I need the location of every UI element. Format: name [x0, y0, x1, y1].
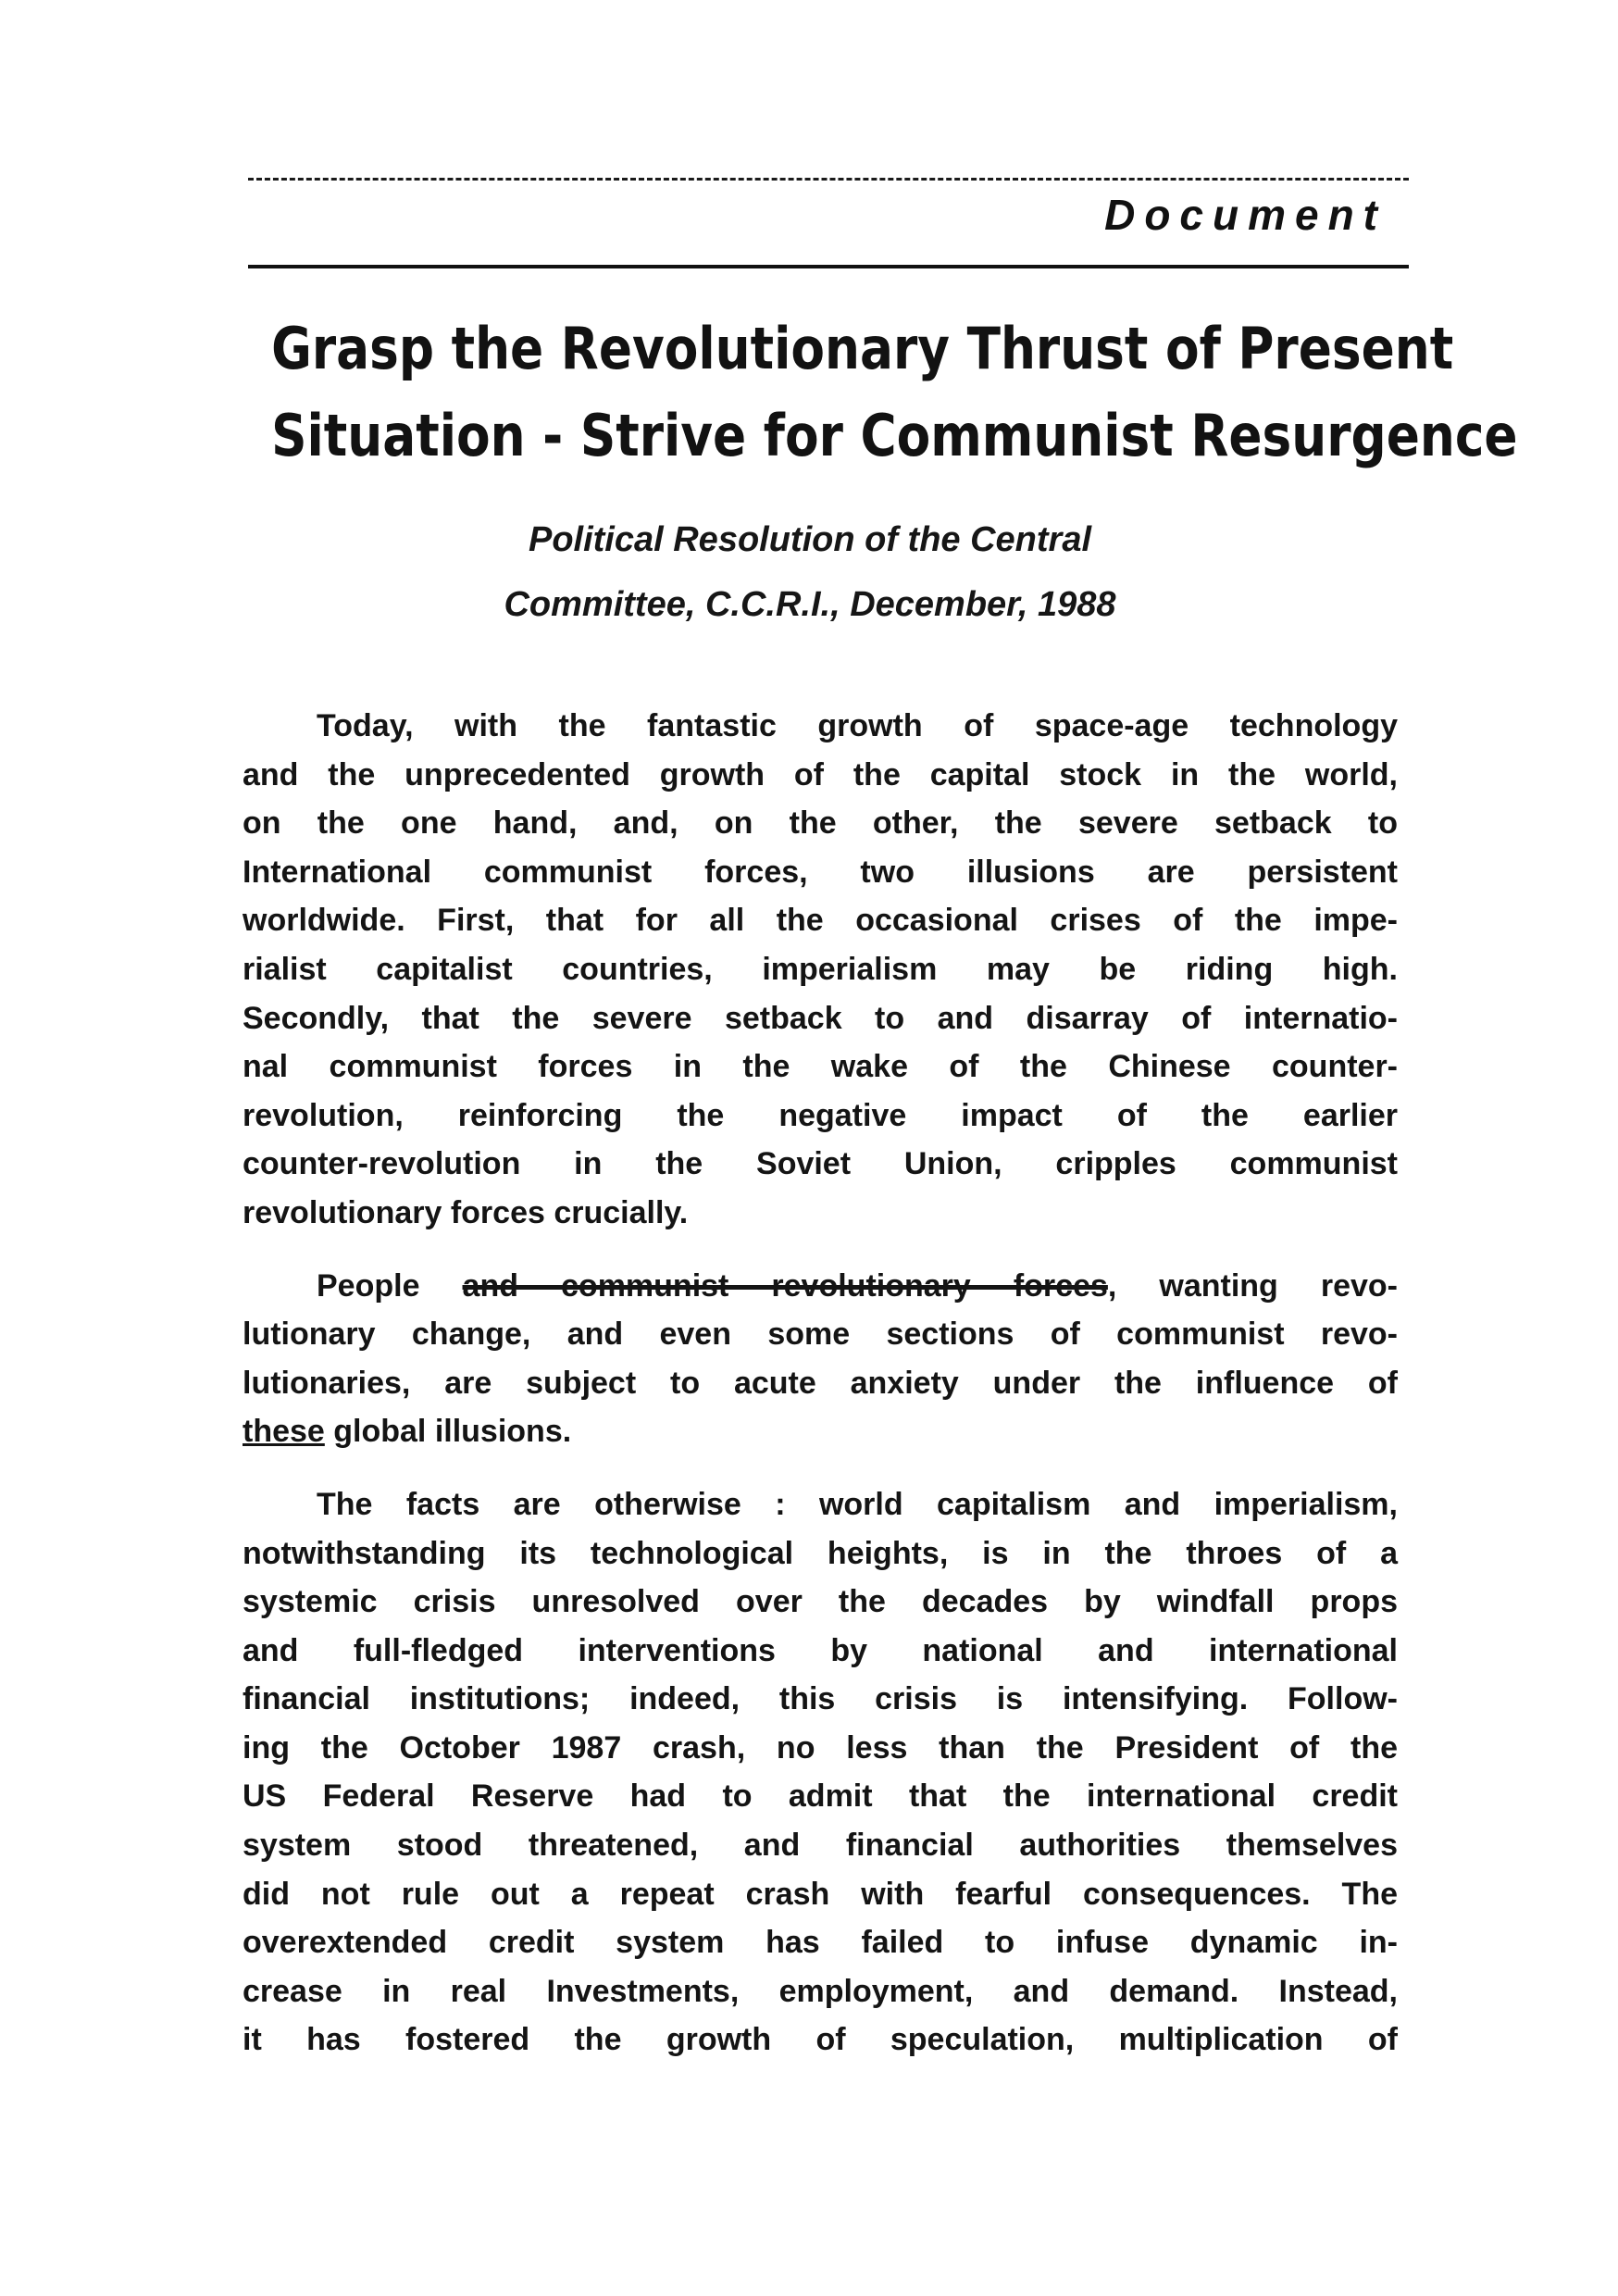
text-fragment: People	[317, 1267, 463, 1304]
subtitle-line: Committee, C.C.R.I., December, 1988	[504, 585, 1116, 624]
text-line: counter-revolution in the Soviet Union, cripples communist	[243, 1146, 1398, 1182]
text-line: and full-fledged interventions by national and international	[243, 1632, 1398, 1668]
subtitle-line: Political Resolution of the Central	[528, 520, 1092, 559]
article-subtitle	[278, 507, 1342, 637]
text-line: financial institutions; indeed, this crisis is intensifying. Follow-	[243, 1681, 1398, 1717]
text-line: revolutionary forces crucially.	[243, 1194, 689, 1230]
paragraph-3	[243, 1480, 1398, 2065]
paragraph-2	[243, 1262, 1398, 1456]
text-line: lutionary change, and even some sections of communist revo-	[243, 1316, 1398, 1353]
struck-text: and communist revolutionary forces	[462, 1267, 1108, 1304]
text-line: The facts are otherwise : world capitalism and imperialism,	[317, 1486, 1398, 1522]
text-line: US Federal Reserve had to admit that the international credit	[243, 1778, 1398, 1815]
article-body	[243, 702, 1398, 2089]
header-rule-bottom	[248, 265, 1409, 268]
header-rule-top	[248, 178, 1409, 181]
text-line: and the unprecedented growth of the capital stock in the world,	[243, 756, 1398, 792]
text-line	[243, 1262, 1398, 1311]
text-line: Secondly, that the severe setback to and disarray of internatio-	[243, 1000, 1398, 1036]
text-line: notwithstanding its technological heights, is in the throes of a	[243, 1535, 1398, 1571]
title-line: Grasp the Revolutionary Thrust of Present	[271, 315, 1454, 382]
text-line: Today, with the fantastic growth of space-age technology	[317, 708, 1398, 743]
text-line: overextended credit system has failed to infuse dynamic in-	[243, 1925, 1398, 1961]
text-line: worldwide. First, that for all the occasional crises of the impe-	[243, 903, 1398, 939]
text-line: International communist forces, two illusions are persistent	[243, 854, 1398, 890]
text-line: lutionaries, are subject to acute anxiety under the influence of	[243, 1365, 1398, 1401]
paragraph-1	[243, 702, 1398, 1238]
section-label: Document	[1104, 191, 1387, 239]
text-line	[243, 1407, 1398, 1456]
article-title	[271, 306, 1518, 480]
text-fragment: , wanting revo-	[1107, 1267, 1398, 1304]
text-line: revolution, reinforcing the negative impact of the earlier	[243, 1097, 1398, 1133]
title-line: Situation - Strive for Communist Resurgence	[271, 402, 1518, 469]
text-line: system stood threatened, and financial authorities themselves	[243, 1828, 1398, 1864]
text-line: ing the October 1987 crash, no less than the President of the	[243, 1729, 1398, 1766]
text-line: on the one hand, and, on the other, the severe setback to	[243, 805, 1398, 842]
text-line: did not rule out a repeat crash with fearful consequences. The	[243, 1876, 1398, 1912]
underlined-text: these	[243, 1414, 325, 1450]
text-fragment: global illusions.	[324, 1414, 572, 1450]
text-line: it has fostered the growth of speculation, multiplication of	[243, 2022, 1398, 2058]
text-line: systemic crisis unresolved over the decades by windfall props	[243, 1584, 1398, 1620]
text-line: rialist capitalist countries, imperialism may be riding high.	[243, 951, 1398, 987]
text-line: nal communist forces in the wake of the Chinese counter-	[243, 1049, 1398, 1085]
text-line: crease in real Investments, employment, and demand. Instead,	[243, 1973, 1398, 2009]
